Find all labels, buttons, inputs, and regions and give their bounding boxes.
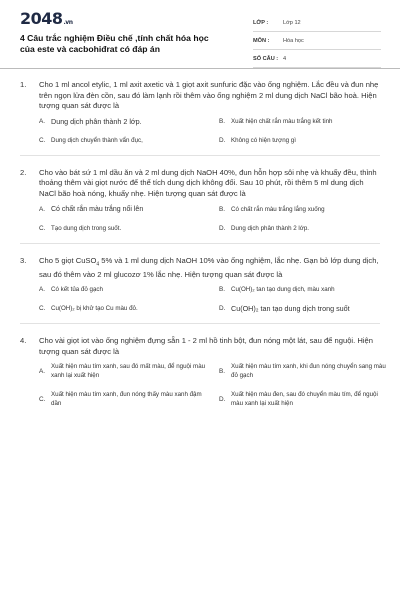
question-4 <box>20 336 386 408</box>
question-text: Cho 1 ml ancol etylic, 1 ml axit axetic và 1 giọt axit sunfuric đặc vào ống nghiệm. Lắc đều và đun nhẹ trên ngọn lửa đèn cồn, sau đó làm lạnh rồi thêm vào ống nghiệm 2 ml dung dịch NaCl bão hoà. Hiện tượng quan sát được là <box>39 80 379 111</box>
option-a[interactable] <box>39 285 211 294</box>
option-letter: C. <box>39 305 46 313</box>
option-d[interactable] <box>219 136 391 145</box>
option-letter: A. <box>39 117 46 125</box>
option-letter: C. <box>39 224 46 232</box>
option-text: Xuất hiện màu tím xanh, đun nóng thấy màu xanh đậm dần <box>51 391 202 408</box>
option-d[interactable] <box>219 224 391 233</box>
page-header <box>0 0 400 66</box>
option-c[interactable] <box>39 304 211 313</box>
option-c[interactable] <box>39 390 211 408</box>
option-d[interactable] <box>219 390 391 408</box>
option-letter: D. <box>219 305 226 313</box>
option-text: Có chất rắn màu trắng nổi lên <box>51 205 144 213</box>
option-text: Xuất hiện màu tím xanh, sau đó mất màu, để nguội màu xanh lại xuất hiện <box>51 363 206 380</box>
option-a[interactable] <box>39 205 211 214</box>
question-2 <box>20 168 380 244</box>
question-number: 4. <box>20 336 27 346</box>
option-d[interactable] <box>219 304 391 313</box>
option-text: Dung dịch phân thành 2 lớp. <box>51 116 142 126</box>
question-number: 3. <box>20 255 27 265</box>
option-text: Cu(OH)₂ bị khử tạo Cu màu đỏ. <box>51 305 138 313</box>
option-text: Xuất hiện chất rắn màu trắng kết tinh <box>231 117 333 125</box>
option-b[interactable] <box>219 117 391 126</box>
option-letter: D. <box>219 395 226 403</box>
option-letter: A. <box>39 205 46 213</box>
meta-value: Lớp 12 <box>283 19 301 26</box>
question-1 <box>20 80 380 156</box>
question-divider <box>20 243 380 244</box>
option-letter: B. <box>219 205 226 213</box>
option-letter: D. <box>219 224 226 232</box>
option-text: Cu(OH)₂ tan tạo dung dịch, màu xanh <box>231 286 335 294</box>
option-letter: A. <box>39 367 46 375</box>
option-a[interactable] <box>39 362 211 380</box>
question-list <box>20 80 386 420</box>
option-letter: D. <box>219 136 226 144</box>
option-letter: C. <box>39 136 46 144</box>
logo-domain-text: .vn <box>63 19 73 26</box>
header-divider <box>0 68 400 69</box>
question-text: Cho vài giọt iot vào ống nghiệm đựng sẵn 1 - 2 ml hồ tinh bột, đun nóng một lát, sau để nguội. Hiện tượng quan sát được là <box>39 336 373 356</box>
option-letter: B. <box>219 117 226 125</box>
option-letter: C. <box>39 395 46 403</box>
option-text: Xuất hiện màu tím xanh, khi đun nóng chuyển sang màu đỏ gạch <box>231 363 386 380</box>
formula-subscript: 4 <box>96 261 100 268</box>
answer-options <box>39 205 380 233</box>
question-divider <box>20 155 380 156</box>
option-text: Xuất hiện màu đen, sau đó chuyển màu tím, để nguội màu xanh lại xuất hiện <box>231 391 378 408</box>
question-divider <box>20 323 380 324</box>
option-text: Cu(OH)₂ tan tạo dung dịch trong suốt <box>231 304 350 314</box>
logo-main-text: 2048 <box>20 9 63 28</box>
option-text: Không có hiện tượng gì <box>231 136 296 144</box>
question-3 <box>20 256 380 325</box>
option-letter: A. <box>39 286 46 294</box>
option-c[interactable] <box>39 136 211 145</box>
meta-label: SỐ CÂU : <box>253 55 279 62</box>
answer-options <box>39 117 380 145</box>
page-title: 4 Câu trắc nghiệm Điều chế ,tính chất hóa học của este và cacbohiđrat có đáp án <box>20 33 209 54</box>
question-number: 1. <box>20 80 27 89</box>
answer-options <box>39 362 386 408</box>
question-text <box>39 256 380 281</box>
option-letter: B. <box>219 286 226 294</box>
option-c[interactable] <box>39 224 211 233</box>
option-text: Có kết tủa đỏ gạch <box>51 286 103 294</box>
option-text: Dung dịch chuyển thành vẩn đục, <box>51 136 143 144</box>
answer-options <box>39 285 380 313</box>
option-text: Có chất rắn màu trắng lắng xuống <box>231 205 325 213</box>
option-b[interactable] <box>219 205 391 214</box>
option-b[interactable] <box>219 285 391 294</box>
meta-label: MÔN : <box>253 37 270 44</box>
meta-value: Hóa học <box>283 37 304 44</box>
option-text: Tạo dung dịch trong suốt. <box>51 224 122 232</box>
question-text-part: 5% và 1 ml dung dịch NaOH 10% vào ống nghiệm, lắc nhẹ. Gạn bỏ lớp dung dịch, sau đó thêm vào 2 ml glucozơ 1% lắc nhẹ. Hiện tượng quan sát được là <box>39 255 379 279</box>
meta-row-class <box>253 14 381 32</box>
option-text: Dung dịch phân thành 2 lớp. <box>231 224 310 232</box>
quiz-meta-panel <box>253 14 381 68</box>
question-text-part: Cho 5 giọt CuSO <box>39 255 97 265</box>
meta-label: LỚP : <box>253 19 269 26</box>
option-b[interactable] <box>219 362 391 380</box>
question-number: 2. <box>20 167 27 177</box>
meta-row-question-count <box>253 50 381 68</box>
meta-row-subject <box>253 32 381 50</box>
site-logo[interactable] <box>20 9 73 28</box>
question-text: Cho vào bát sứ 1 ml dầu ăn và 2 ml dung dịch NaOH 40%, đun hỗn hợp sôi nhẹ và khuấy đều, thỉnh thoảng thêm vài giọt nước để thể tích dung dịch không đổi. Sau 10 phút, rồi thêm 5 ml dung dịch NaCl bão hoà nóng, khuấy nhẹ. Hiện tượng quan sát được là <box>39 167 377 198</box>
option-a[interactable] <box>39 117 211 126</box>
option-letter: B. <box>219 367 226 375</box>
meta-value: 4 <box>283 55 287 62</box>
